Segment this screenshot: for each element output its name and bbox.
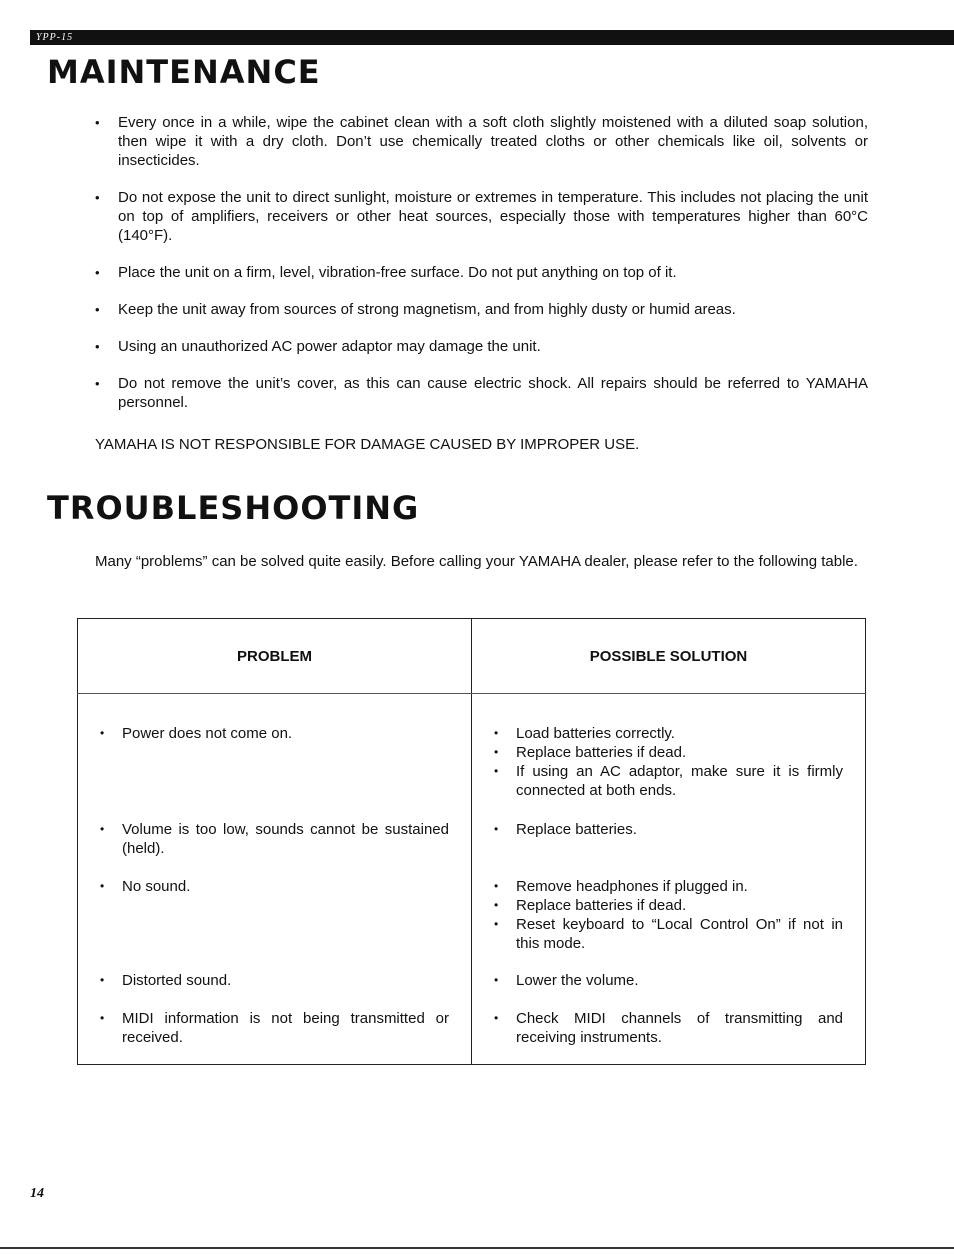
solution-cell — [472, 694, 866, 801]
maintenance-heading: MAINTENANCE — [47, 53, 321, 91]
maintenance-list — [95, 113, 868, 430]
problem-text: • Volume is too low, sounds cannot be sustained (held). — [100, 820, 449, 858]
solution-text: • Load batteries correctly. — [494, 724, 843, 743]
solution-cell — [472, 858, 866, 953]
solution-text: • Replace batteries if dead. — [494, 896, 843, 915]
solution-text: • Replace batteries if dead. — [494, 743, 843, 762]
solution-text: • Replace batteries. — [494, 820, 843, 839]
model-label: YPP-15 — [36, 32, 74, 43]
column-header-problem: PROBLEM — [78, 619, 472, 694]
table-row — [78, 990, 866, 1065]
maintenance-item: • Do not expose the unit to direct sunlight, moisture or extremes in temperature. This includes not placing the unit on top of amplifiers, receivers or other heat sources, especially those with temperatures higher than 60°C (140°F). — [95, 188, 868, 245]
solution-text: • Check MIDI channels of transmitting and receiving instruments. — [494, 1009, 843, 1047]
maintenance-item: • Keep the unit away from sources of strong magnetism, and from highly dusty or humid areas. — [95, 300, 868, 319]
solution-cell — [472, 953, 866, 990]
problem-cell — [78, 800, 472, 858]
bottom-rule — [0, 1247, 954, 1249]
solution-text: • Lower the volume. — [494, 971, 843, 990]
solution-cell — [472, 990, 866, 1065]
problem-text: • Power does not come on. — [100, 724, 449, 743]
problem-text: • MIDI information is not being transmitted or received. — [100, 1009, 449, 1047]
solution-cell — [472, 800, 866, 858]
table-row — [78, 858, 866, 953]
table-row — [78, 694, 866, 801]
problem-cell — [78, 953, 472, 990]
troubleshooting-heading: TROUBLESHOOTING — [47, 489, 420, 527]
solution-text: • Reset keyboard to “Local Control On” if not in this mode. — [494, 915, 843, 953]
maintenance-item: • Place the unit on a firm, level, vibration-free surface. Do not put anything on top of it. — [95, 263, 868, 282]
solution-text: • If using an AC adaptor, make sure it is firmly connected at both ends. — [494, 762, 843, 800]
maintenance-item: • Using an unauthorized AC power adaptor may damage the unit. — [95, 337, 868, 356]
table-row — [78, 800, 866, 858]
table-header-row — [78, 619, 866, 694]
problem-text: • No sound. — [100, 877, 449, 896]
header-bar — [30, 30, 954, 45]
column-header-solution: POSSIBLE SOLUTION — [472, 619, 866, 694]
solution-text: • Remove headphones if plugged in. — [494, 877, 843, 896]
table-row — [78, 953, 866, 990]
liability-notice: YAMAHA IS NOT RESPONSIBLE FOR DAMAGE CAUSED BY IMPROPER USE. — [95, 436, 640, 453]
problem-cell — [78, 694, 472, 801]
problem-cell — [78, 858, 472, 953]
page-number: 14 — [30, 1186, 44, 1201]
troubleshooting-table — [77, 618, 866, 1065]
maintenance-item: • Every once in a while, wipe the cabinet clean with a soft cloth slightly moistened with a diluted soap solution, then wipe it with a dry cloth. Don’t use chemically treated cloths or other chemicals like oil, solvents or insecticides. — [95, 113, 868, 170]
problem-cell — [78, 990, 472, 1065]
maintenance-item: • Do not remove the unit’s cover, as this can cause electric shock. All repairs should be referred to YAMAHA personnel. — [95, 374, 868, 412]
troubleshooting-intro: Many “problems” can be solved quite easily. Before calling your YAMAHA dealer, please refer to the following table. — [95, 553, 858, 570]
problem-text: • Distorted sound. — [100, 971, 449, 990]
